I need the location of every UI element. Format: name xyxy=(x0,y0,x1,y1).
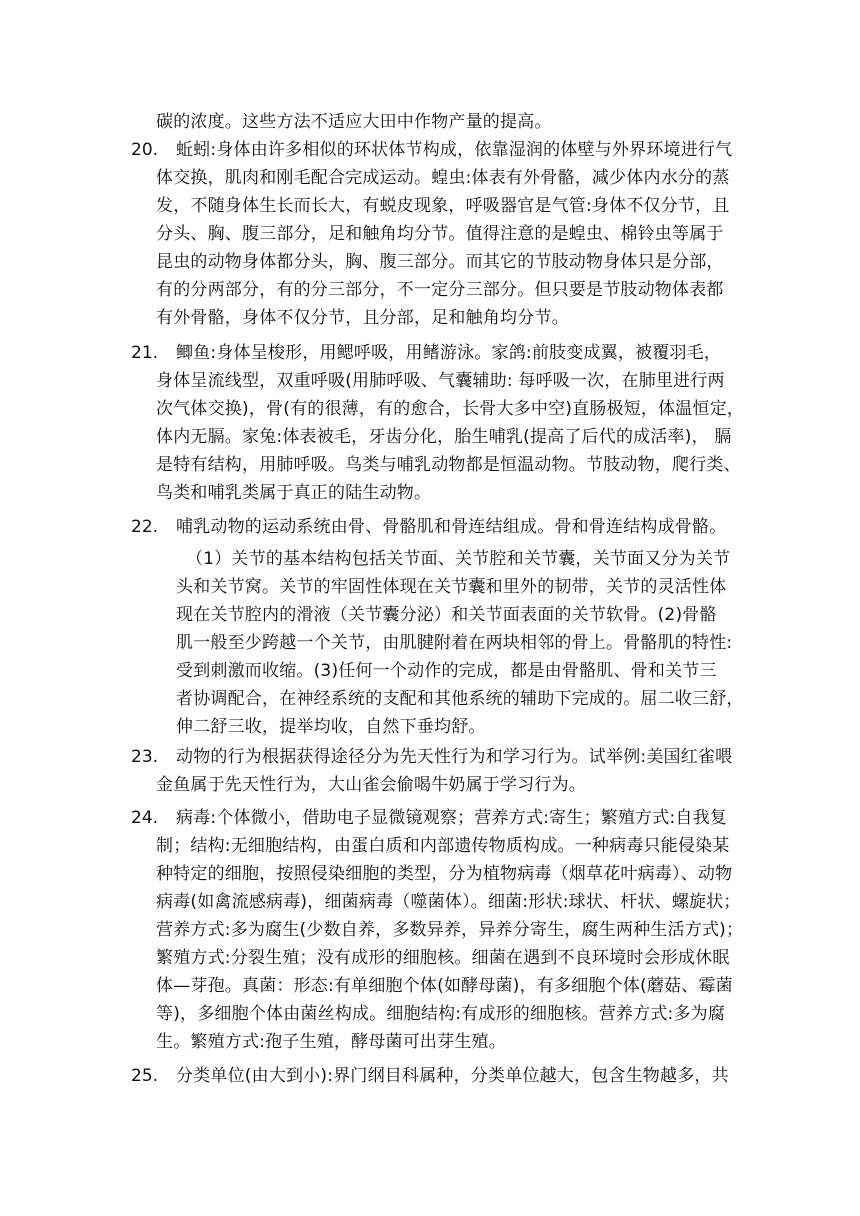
text-line: 次气体交换)，骨(有的很薄，有的愈合，长骨大多中空)直肠极短，体温恒定， xyxy=(156,399,745,419)
item-number: 23. xyxy=(131,747,159,767)
text-line: 种特定的细胞，按照侵染细胞的类型，分为植物病毒（烟草花叶病毒）、动物 xyxy=(156,864,733,884)
text-line: 是特有结构，用肺呼吸。鸟类与哺乳动物都是恒温动物。节肢动物，爬行类、 xyxy=(156,455,741,475)
text-line: 者协调配合，在神经系统的支配和其他系统的辅助下完成的。屈二收三舒， xyxy=(176,689,744,709)
text-line: 碳的浓度。这些方法不适应大田中作物产量的提高。 xyxy=(156,112,552,132)
text-line: 制；结构:无细胞结构，由蛋白质和内部遗传物质构成。一种病毒只能侵染某 xyxy=(156,836,730,856)
text-line: 体交换，肌肉和刚毛配合完成运动。蝗虫:体表有外骨骼，减少体内水分的蒸 xyxy=(156,168,730,188)
text-line: 等)，多细胞个体由菌丝构成。细胞结构:有成形的细胞核。营养方式:多为腐 xyxy=(156,1004,726,1024)
text-line: 繁殖方式:分裂生殖；没有成形的细胞核。细菌在遇到不良环境时会形成休眠 xyxy=(156,948,730,968)
text-line: 发，不随身体生长而长大，有蜕皮现象，呼吸器官是气管:身体不仅分节，且 xyxy=(156,196,730,216)
item-number: 20. xyxy=(131,140,159,160)
item-number: 21. xyxy=(131,343,159,363)
text-line: 伸二舒三收，提举均收，自然下垂均舒。 xyxy=(176,717,486,737)
text-line: 体—芽孢。真菌：形态:有单细胞个体(如酵母菌)，有多细胞个体(蘑菇、霉菌 xyxy=(156,976,733,996)
text-line: 生。繁殖方式:孢子生殖，酵母菌可出芽生殖。 xyxy=(156,1032,506,1052)
text-line: （1）关节的基本结构包括关节面、关节腔和关节囊，关节面又分为关节 xyxy=(186,549,731,569)
text-line: 头和关节窝。关节的牢固性体现在关节囊和里外的韧带，关节的灵活性体 xyxy=(176,577,727,597)
text-line: 有外骨骼，身体不仅分节，且分部，足和触角均分节。 xyxy=(156,308,569,328)
item-number: 22. xyxy=(131,517,159,537)
text-line: 鲫鱼:身体呈梭形，用鳃呼吸，用鳍游泳。家鸽:前肢变成翼，被覆羽毛， xyxy=(176,343,722,363)
text-line: 营养方式:多为腐生(少数自养，多数异养，异养分寄生，腐生两种生活方式)； xyxy=(156,920,744,940)
item-number: 25. xyxy=(131,1066,159,1086)
text-line: 蚯蚓:身体由许多相似的环状体节构成，依靠湿润的体壁与外界环境进行气 xyxy=(176,140,733,160)
item-number: 24. xyxy=(131,808,159,828)
text-line: 哺乳动物的运动系统由骨、骨骼肌和骨连结组成。骨和骨连结构成骨骼。 xyxy=(176,517,727,537)
text-line: 身体呈流线型，双重呼吸(用肺呼吸、气囊辅助: 每呼吸一次，在肺里进行两 xyxy=(156,371,725,391)
text-line: 动物的行为根据获得途径分为先天性行为和学习行为。试举例:美国红雀喂 xyxy=(176,747,733,767)
text-line: 鸟类和哺乳类属于真正的陆生动物。 xyxy=(156,483,432,503)
text-line: 病毒(如禽流感病毒)，细菌病毒（噬菌体）。细菌:形状:球状、杆状、螺旋状； xyxy=(156,892,741,912)
text-line: 现在关节腔内的滑液（关节囊分泌）和关节面表面的关节软骨。(2)骨骼 xyxy=(176,605,717,625)
text-line: 受到刺激而收缩。(3)任何一个动作的完成，都是由骨骼肌、骨和关节三 xyxy=(176,661,717,681)
text-line: 有的分两部分，有的分三部分，不一定分三部分。但只要是节肢动物体表都 xyxy=(156,280,724,300)
text-line: 金鱼属于先天性行为，大山雀会偷喝牛奶属于学习行为。 xyxy=(156,775,586,795)
text-line: 昆虫的动物身体都分头，胸、腹三部分。而其它的节肢动物身体只是分部， xyxy=(156,252,724,272)
text-line: 体内无膈。家兔:体表被毛，牙齿分化，胎生哺乳(提高了后代的成活率)， 膈 xyxy=(156,427,732,447)
text-line: 分类单位(由大到小):界门纲目科属种，分类单位越大，包含生物越多，共 xyxy=(176,1066,729,1086)
text-line: 分头、胸、腹三部分，足和触角均分节。值得注意的是蝗虫、棉铃虫等属于 xyxy=(156,224,724,244)
text-line: 肌一般至少跨越一个关节，由肌腱附着在两块相邻的骨上。骨骼肌的特性: xyxy=(176,633,733,653)
text-line: 病毒:个体微小，借助电子显微镜观察；营养方式:寄生；繁殖方式:自我复 xyxy=(176,808,727,828)
